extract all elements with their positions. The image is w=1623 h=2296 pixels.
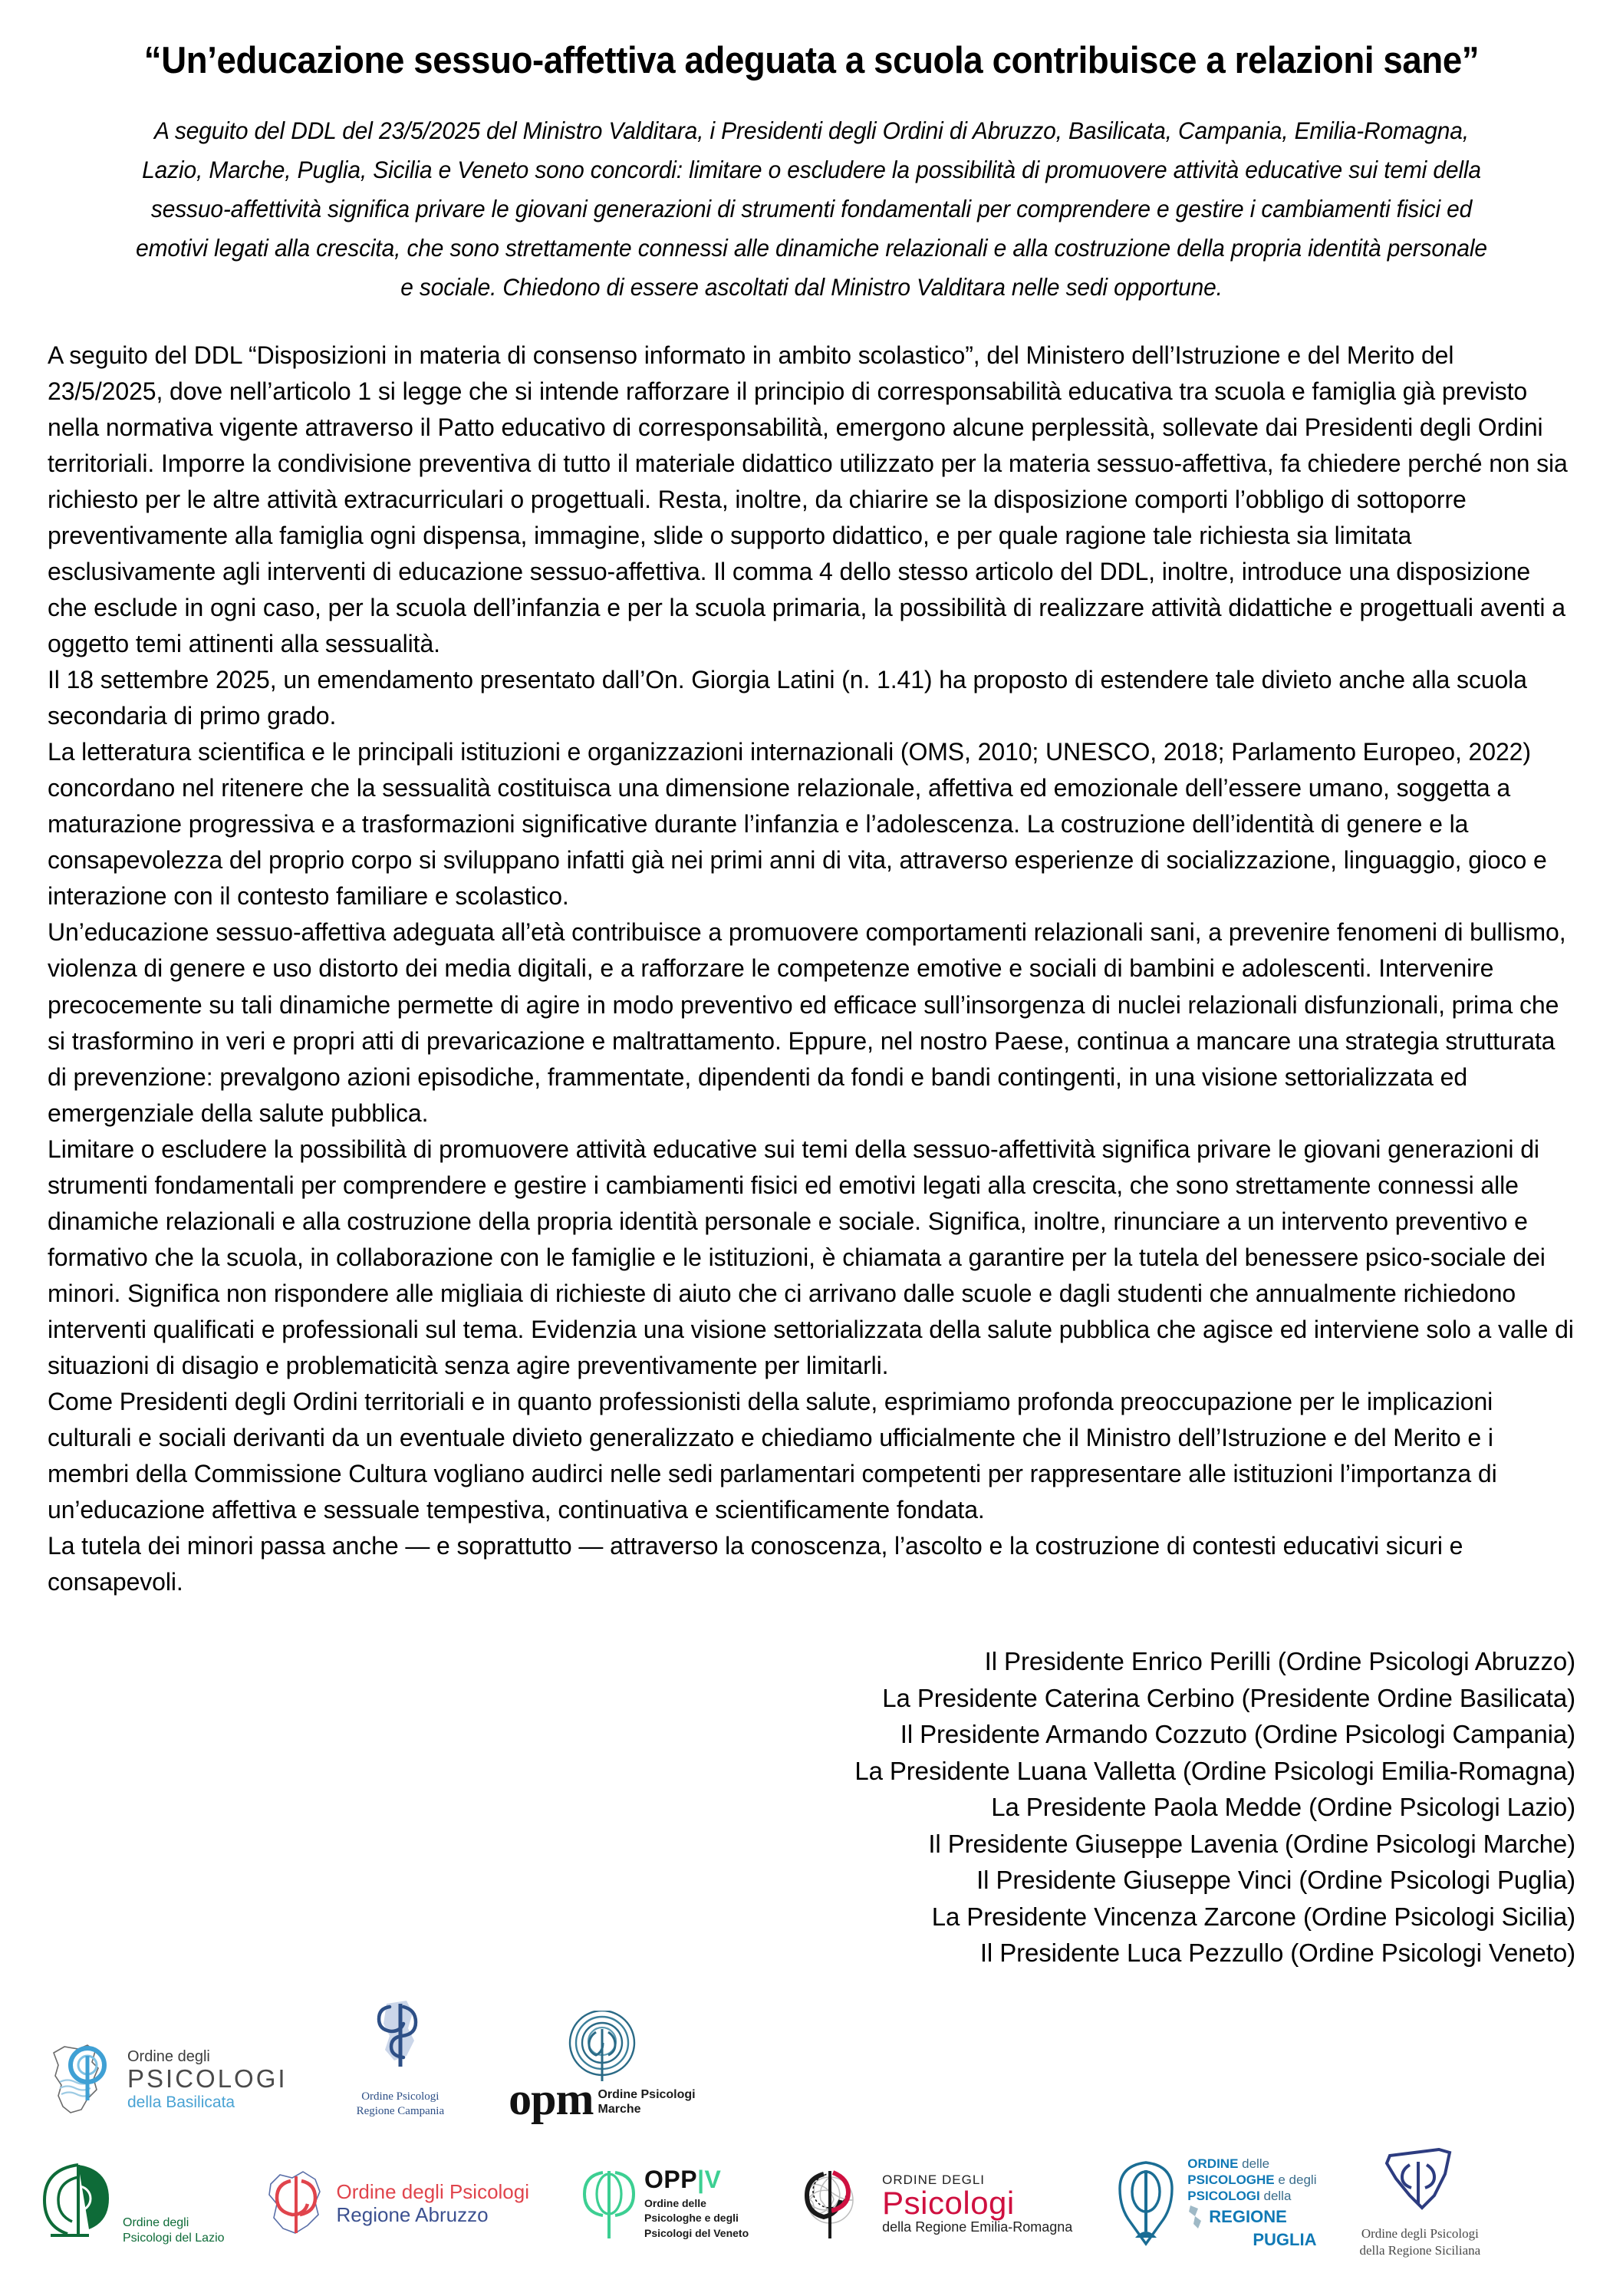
veneto-logo-line1: Ordine delle bbox=[644, 2196, 706, 2209]
emilia-romagna-logo-line2: Psicologi bbox=[882, 2185, 1015, 2222]
lazio-psi-icon bbox=[38, 2159, 118, 2249]
campania-logo-line2: Regione Campania bbox=[356, 2104, 445, 2117]
puglia-logo-line5: PUGLIA bbox=[1253, 2230, 1317, 2250]
logo-ordine-psicologi-veneto bbox=[580, 2163, 749, 2245]
logo-row-bottom bbox=[38, 2148, 1588, 2259]
sicilia-logo-line2: della Regione Siciliana bbox=[1359, 2243, 1481, 2258]
marche-logo-line1: Ordine Psicologi bbox=[598, 2088, 696, 2102]
abruzzo-logo-line1: Ordine degli Psicologi bbox=[336, 2180, 529, 2204]
body-paragraph: Un’educazione sessuo-affettiva adeguata all’età contribuisce a promuovere comportamenti relazionali sani, a prevenire fenomeni di bullismo, violenza di genere e uso distorto dei media digitali, e a rafforzare le competenze emotive e sociali di bambini e adolescenti. Intervenire precocemente su tali dinamiche permette di agire in modo preventivo ed efficace sull’insorgenza di nuclei relazionali disfunzionali, prima che si trasformino in veri e propri atti di prevaricazione e maltrattamento. Eppure, nel nostro Paese, continua a mancare una strategia strutturata di prevenzione: prevalgono azioni episodiche, frammentate, dipendenti da fondi e bandi contingenti, in una visione settorializzata ed emergenziale della salute pubblica. bbox=[48, 918, 1566, 1127]
logo-ordine-psicologi-emilia-romagna bbox=[788, 2159, 1072, 2249]
marche-logo-line2: Marche bbox=[598, 2103, 641, 2116]
logo-row-top bbox=[48, 1993, 815, 2124]
abstract-paragraph: A seguito del DDL del 23/5/2025 del Ministro Valditara, i Presidenti degli Ordini di Abruzzo, Basilicata, Campania, Emilia-Romagna, Lazio, Marche, Puglia, Sicilia e Veneto sono concordi: limitare o escludere la possibilità di promuovere attività educative sui temi della sessuo-affettività significa privare le giovani generazioni di strumenti fondamentali per comprendere e gestire i cambiamenti fisici ed emotivi legati alla crescita, che sono strettamente connessi alle dinamiche relazionali e alla costruzione della propria identità personale e sociale. Chiedono di essere ascoltati dal Ministro Valditara nelle sedi opportune. bbox=[136, 116, 1487, 301]
emilia-romagna-rose-psi-icon bbox=[788, 2159, 874, 2249]
puglia-logo-line2-light: e degli bbox=[1274, 2172, 1317, 2187]
signature-line: La Presidente Luana Valletta (Ordine Psicologi Emilia-Romagna) bbox=[854, 1756, 1575, 1785]
signature-line: Il Presidente Giuseppe Lavenia (Ordine Psicologi Marche) bbox=[928, 1829, 1575, 1858]
body-paragraph: La tutela dei minori passa anche — e soprattutto — attraverso la conoscenza, l’ascolto e la costruzione di contesti educativi sicuri e consapevoli. bbox=[48, 1531, 1463, 1596]
veneto-psi-icon bbox=[580, 2163, 638, 2245]
puglia-psi-icon bbox=[1112, 2158, 1180, 2250]
body-paragraph: La letteratura scientifica e le principali istituzioni e organizzazioni internazionali (OMS, 2010; UNESCO, 2018; Parlamento Europeo, 2022) concordano nel ritenere che la sessualità costituisca una dimensione relazionale, affettiva ed emozionale dell’essere umano, soggetta a maturazione progressiva e a trasformazioni significative durante l’infanzia e l’adolescenza. La costruzione dell’identità di genere e la consapevolezza del proprio corpo si sviluppano infatti già nei primi anni di vita, attraverso esperienze di socializzazione, linguaggio, gioco e interazione con il contesto familiare e scolastico. bbox=[48, 738, 1547, 911]
basilicata-logo-line1: Ordine degli bbox=[127, 2048, 210, 2066]
page-title: “Un’educazione sessuo-affettiva adeguata a scuola contribuisce a relazioni sane” bbox=[143, 40, 1480, 81]
lazio-logo-line2: Psicologi del Lazio bbox=[123, 2231, 225, 2245]
veneto-wordmark: OPP bbox=[644, 2165, 698, 2193]
body-paragraph: A seguito del DDL “Disposizioni in materia di consenso informato in ambito scolastico”, del Ministero dell’Istruzione e del Merito del 23/5/2025, dove nell’articolo 1 si legge che si intende rafforzare il principio di corresponsabilità educativa tra scuola e famiglia già previsto nella normativa vigente attraverso il Patto educativo di corresponsabilità, emergono alcune perplessità, sollevate dai Presidenti degli Ordini territoriali. Imporre la condivisione preventiva di tutto il materiale didattico utilizzato per la materia sessuo-affettiva, fa chiedere perché non sia richiesto per le altre attività extracurriculari o progettuali. Resta, inoltre, da chiarire se la disposizione comporti l’obbligo di sottoporre preventivamente alla famiglia ogni dispensa, immagine, slide o supporto didattico, e per quale ragione tale richiesta sia limitata esclusivamente agli interventi di educazione sessuo-affettiva. Il comma 4 dello stesso articolo del DDL, inoltre, introduce una disposizione che esclude in ogni caso, per la scuola dell’infanzia e per la scuola primaria, la possibilità di realizzare attività didattiche e progettuali aventi a oggetto temi attinenti alla sessualità. bbox=[48, 341, 1568, 658]
body-copy bbox=[48, 338, 1575, 1600]
veneto-logo-line2: Psicologhe e degli bbox=[644, 2212, 739, 2225]
puglia-logo-line3-light: della bbox=[1259, 2188, 1292, 2203]
logo-ordine-psicologi-campania bbox=[357, 1993, 445, 2119]
veneto-wordmark-accent: |V bbox=[697, 2165, 722, 2193]
lazio-logo-line1: Ordine degli bbox=[123, 2215, 189, 2229]
basilicata-region-psi-icon bbox=[48, 2042, 118, 2119]
signature-block bbox=[48, 1643, 1575, 1972]
emilia-romagna-logo-line3: della Regione Emilia-Romagna bbox=[882, 2219, 1073, 2235]
marche-wordmark: opm bbox=[509, 2073, 594, 2124]
logo-ordine-psicologi-abruzzo bbox=[262, 2167, 529, 2241]
logo-ordine-psicologi-basilicata bbox=[48, 2042, 288, 2119]
basilicata-logo-line2: PSICOLOGI bbox=[127, 2064, 288, 2093]
emilia-romagna-logo-line1: ORDINE DEGLI bbox=[882, 2172, 986, 2187]
basilicata-logo-line3: della Basilicata bbox=[127, 2093, 235, 2112]
signature-line: Il Presidente Giuseppe Vinci (Ordine Psicologi Puglia) bbox=[976, 1866, 1575, 1895]
logo-ordine-psicologi-lazio bbox=[38, 2159, 225, 2249]
puglia-logo-line1-bold: ORDINE bbox=[1187, 2156, 1239, 2172]
body-paragraph: Limitare o escludere la possibilità di promuovere attività educative sui temi della sessuo-affettività significa privare le giovani generazioni di strumenti fondamentali per comprendere e gestire i cambiamenti fisici ed emotivi legati alla crescita, che sono strettamente connessi alle dinamiche relazionali e alla costruzione della propria identità personale e sociale. Significa, inoltre, rinunciare a un intervento preventivo e formativo che la scuola, in collaborazione con le famiglie e le istituzioni, è chiamata a garantire per la tutela del benessere psico-sociale dei minori. Significa non rispondere alle migliaia di richieste di aiuto che ci arrivano dalle scuole e dagli studenti che annualmente richiedono interventi qualificati e professionali sul tema. Evidenzia una visione settorializzata della salute pubblica che agisce ed interviene solo a valle di situazioni di disagio e problematicità senza agire preventivamente per limitarli. bbox=[48, 1135, 1574, 1379]
signature-line: Il Presidente Enrico Perilli (Ordine Psicologi Abruzzo) bbox=[984, 1647, 1575, 1676]
sicilia-logo-line1: Ordine degli Psicologi bbox=[1361, 2226, 1479, 2241]
body-paragraph: Il 18 settembre 2025, un emendamento presentato dall’On. Giorgia Latini (n. 1.41) ha proposto di estendere tale divieto anche alla scuola secondaria di primo grado. bbox=[48, 666, 1527, 730]
campania-psi-icon bbox=[364, 1993, 437, 2087]
signature-line: La Presidente Caterina Cerbino (Presidente Ordine Basilicata) bbox=[882, 1683, 1575, 1712]
puglia-region-shape-icon bbox=[1187, 2204, 1206, 2230]
signature-line: Il Presidente Armando Cozzuto (Ordine Psicologi Campania) bbox=[900, 1720, 1575, 1749]
signature-line: La Presidente Paola Medde (Ordine Psicologi Lazio) bbox=[991, 1793, 1575, 1822]
body-paragraph: Come Presidenti degli Ordini territoriali e in quanto professionisti della salute, esprimiamo profonda preoccupazione per le implicazioni culturali e sociali derivanti da un eventuale divieto generalizzato e chiediamo ufficialmente che il Ministro dell’Istruzione e del Merito e i membri della Commissione Cultura vogliano audirci nelle sedi parlamentari competenti per rappresentare alle istituzioni l’importanza di un’educazione affettiva e sessuale tempestiva, continuativa e scientificamente fondata. bbox=[48, 1387, 1497, 1524]
veneto-logo-line3: Psicologi del Veneto bbox=[644, 2226, 749, 2239]
campania-logo-line1: Ordine Psicologi bbox=[361, 2090, 439, 2103]
puglia-logo-line1-light: delle bbox=[1238, 2156, 1270, 2172]
logo-ordine-psicologi-marche bbox=[509, 2011, 696, 2124]
logo-ordine-psicologi-sicilia bbox=[1359, 2148, 1480, 2259]
abruzzo-logo-line2: Regione Abruzzo bbox=[336, 2202, 489, 2226]
sicilia-psi-trinacria-icon bbox=[1379, 2148, 1460, 2222]
abruzzo-region-psi-icon bbox=[262, 2167, 331, 2241]
puglia-logo-line2-bold: PSICOLOGHE bbox=[1187, 2172, 1275, 2187]
puglia-logo-line4: REGIONE bbox=[1209, 2206, 1287, 2226]
signature-line: Il Presidente Luca Pezzullo (Ordine Psicologi Veneto) bbox=[979, 1939, 1575, 1968]
logo-ordine-psicologi-puglia bbox=[1112, 2156, 1316, 2251]
puglia-logo-line3-bold: PSICOLOGI bbox=[1187, 2188, 1260, 2203]
signature-line: La Presidente Vincenza Zarcone (Ordine Psicologi Sicilia) bbox=[931, 1902, 1575, 1931]
